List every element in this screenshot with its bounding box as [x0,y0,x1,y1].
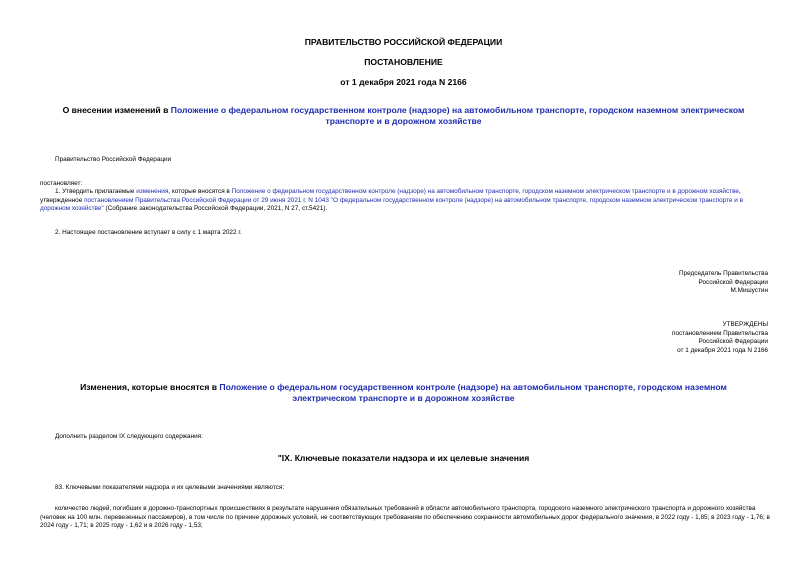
changes-regulation-link[interactable]: Положение о федеральном государственном контроле (надзоре) на автомобильном транспорте, городском наземном электрическом транспорте и в дорожном хозяйстве [219,382,727,403]
document-date-number: от 1 декабря 2021 года N 2166 [340,77,467,87]
approved-by: постановлением Правительства [672,329,768,337]
indicator-paragraph: количество людей, погибших в дорожно-транспортных происшествиях в результате нарушения обязательных требований в области автомобильного транспорта, городского наземного электрического транспорта и дорожного хозяйства (человек на 100 млн. перевезенных пассажиров), в том числе по причине дорожных условий, не соответствующих требованиям по обеспечению сохранности автомобильных дорог федерального значения, в 2022 году - 1,85; в 2023 году - 1,76; в 2024 году - 1,71; в 2025 году - 1,62 и в 2026 году - 1,53; [40,505,770,530]
approved-country: Российской Федерации [698,338,768,346]
resolution-1043-link[interactable]: постановлением Правительства Российской Федерации от 29 июня 2021 г. N 1043 "О федеральном государственном контроле (надзоре) на автомобильном транспорте, городском наземном электрическом транспорте и в дорожном хозяйстве" [40,196,744,213]
item-1-text-a: 1. Утвердить прилагаемые [55,188,137,195]
item-1-text-b: , которые вносятся в [168,188,232,195]
government-heading: ПРАВИТЕЛЬСТВО РОССИЙСКОЙ ФЕДЕРАЦИИ [304,37,503,47]
intro-text: Правительство Российской Федерации [55,156,172,163]
changes-title [60,382,747,404]
decree-text: постановляет: [40,180,83,187]
regulation-link-inline[interactable]: Положение о федеральном государственном контроле (надзоре) на автомобильном транспорте, городском наземном электрическом транспорте и в дорожном хозяйстве [231,188,739,195]
document-type-heading: ПОСТАНОВЛЕНИЕ [364,57,443,67]
approved-date: от 1 декабря 2021 года N 2166 [677,347,768,355]
item-1-text-c: , утвержденное [40,188,741,204]
changes-title-prefix: Изменения, которые вносятся в [80,382,220,392]
item-83-text: 83. Ключевыми показателями надзора и их целевыми значениями являются: [55,484,285,491]
document-title [40,105,767,127]
signature-name: М.Мишустин [730,287,768,295]
signature-block [679,270,768,296]
supplement-text: Дополнить разделом IX следующего содержания: [55,433,203,440]
approved-label: УТВЕРЖДЕНЫ [722,321,768,328]
section-heading: "IX. Ключевые показатели надзора и их целевые значения [277,453,530,463]
approved-block [672,321,768,356]
document-title-prefix: О внесении изменений в [62,105,171,115]
changes-link[interactable]: изменения [136,188,169,195]
item-1-text-d: (Собрание законодательства Российской Федерации, 2021, N 27, ст.5421). [103,205,328,213]
item-1-paragraph [40,188,770,214]
signature-position: Председатель Правительства [679,270,768,277]
regulation-link[interactable]: Положение о федеральном государственном контроле (надзоре) на автомобильном транспорте, городском наземном электрическом транспорте и в дорожном хозяйстве [170,105,745,126]
signature-country: Российской Федерации [698,278,768,286]
item-2-paragraph: 2. Настоящее постановление вступает в силу с 1 марта 2022 г. [55,229,242,236]
